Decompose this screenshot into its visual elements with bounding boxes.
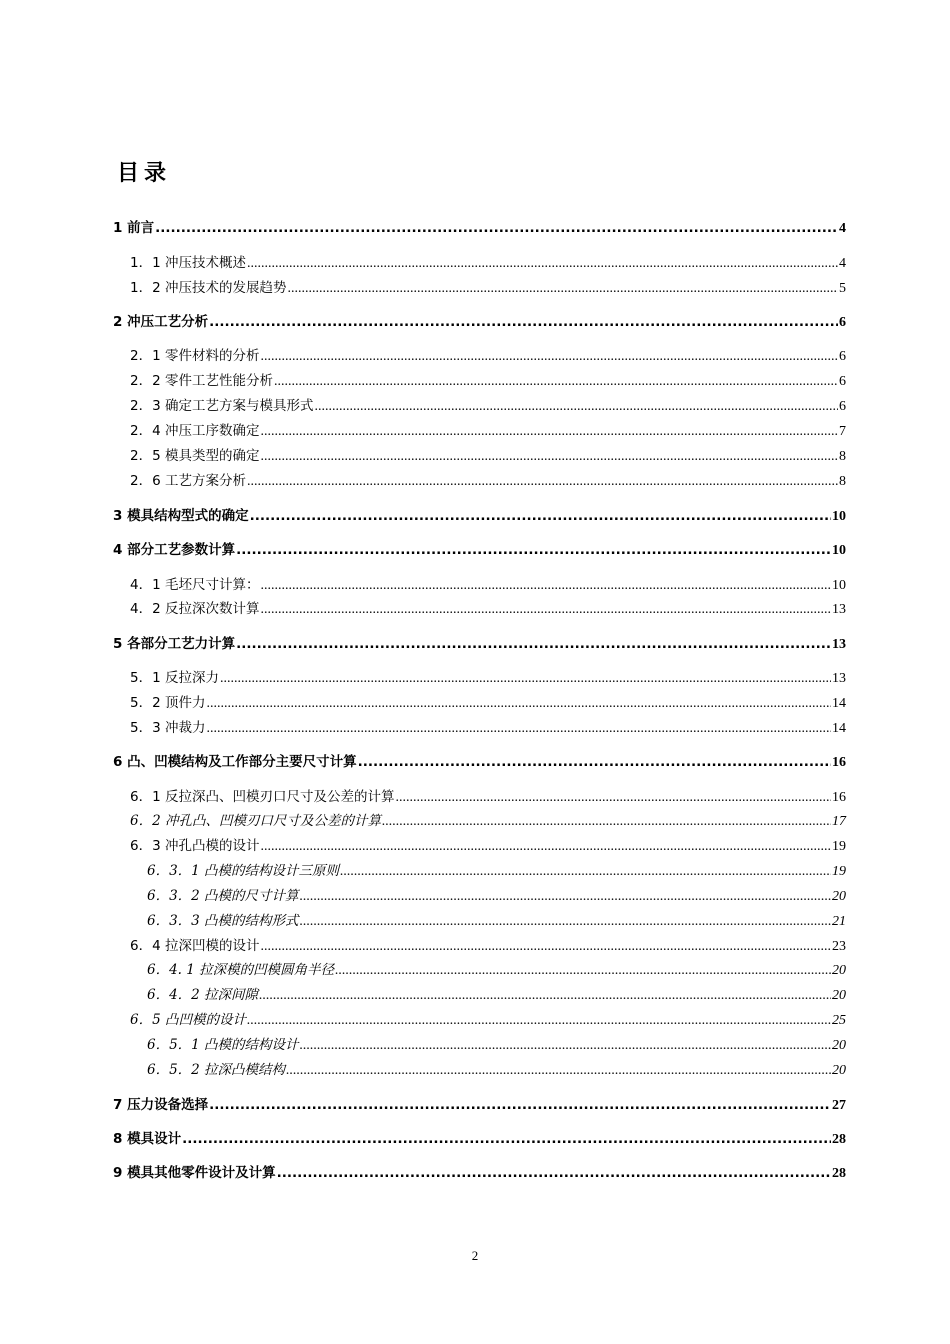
toc-entry-page: 25: [832, 1013, 846, 1028]
toc-entry-label: 6．3．3 凸模的结构形式: [147, 913, 299, 929]
toc-title: 目录: [117, 161, 172, 186]
toc-entry-page: 8: [839, 449, 846, 464]
toc-entry-label: 6．1 反拉深凸、凹模刃口尺寸及公差的计算: [130, 789, 395, 805]
toc-entry-page: 10: [832, 543, 846, 558]
toc-entry[interactable]: [130, 668, 846, 688]
toc-entry-page: 10: [832, 578, 846, 593]
toc-dot-leader: [300, 1036, 831, 1056]
toc-entry-label: 5．2 顶件力: [130, 695, 206, 711]
toc-entry-label: 2．2 零件工艺性能分析: [130, 373, 273, 389]
toc-dot-leader: [182, 1129, 831, 1149]
toc-entry-label: 2 冲压工艺分析: [113, 314, 209, 330]
toc-entry-page: 27: [832, 1098, 846, 1113]
toc-entry-page: 20: [832, 963, 846, 978]
toc-entry-label: 2．6 工艺方案分析: [130, 473, 246, 489]
toc-entry[interactable]: [130, 693, 846, 713]
toc-entry-label: 2．1 零件材料的分析: [130, 348, 260, 364]
toc-entry[interactable]: [130, 396, 846, 416]
toc-dot-leader: [300, 912, 831, 932]
toc-entry-label: 6．2 冲孔凸、凹模刃口尺寸及公差的计算: [130, 813, 381, 829]
toc-entry-page: 7: [839, 424, 846, 439]
toc-entry-label: 8 模具设计: [113, 1131, 182, 1147]
toc-entry-page: 10: [832, 509, 846, 524]
toc-entry-label: 7 压力设备选择: [113, 1097, 209, 1113]
toc-dot-leader: [260, 447, 838, 467]
toc-entry[interactable]: [130, 446, 846, 466]
toc-entry-page: 4: [839, 221, 846, 236]
toc-entry-page: 13: [832, 602, 846, 617]
toc-dot-leader: [206, 719, 831, 739]
toc-entry[interactable]: [113, 1163, 846, 1183]
toc-entry-page: 23: [832, 939, 846, 954]
toc-entry-page: 16: [832, 755, 846, 770]
toc-entry-page: 17: [832, 814, 846, 829]
toc-dot-leader: [236, 540, 831, 560]
toc-dot-leader: [300, 887, 831, 907]
toc-dot-leader: [260, 600, 831, 620]
toc-dot-leader: [247, 1011, 831, 1031]
toc-dot-leader: [260, 576, 831, 596]
toc-entry-page: 20: [832, 1038, 846, 1053]
toc-entry-page: 6: [839, 349, 846, 364]
toc-entry-label: 2．4 冲压工序数确定: [130, 423, 260, 439]
toc-entry[interactable]: [113, 218, 846, 238]
toc-dot-leader: [260, 422, 838, 442]
toc-entry-page: 16: [832, 790, 846, 805]
toc-entry-label: 4 部分工艺参数计算: [113, 542, 236, 558]
toc-dot-leader: [277, 1163, 831, 1183]
toc-entry[interactable]: [113, 312, 846, 332]
toc-dot-leader: [236, 634, 831, 654]
toc-entry[interactable]: [130, 936, 846, 956]
toc-entry[interactable]: [147, 861, 846, 881]
toc-dot-leader: [259, 986, 831, 1006]
toc-entry-page: 14: [832, 721, 846, 736]
toc-dot-leader: [250, 506, 831, 526]
toc-dot-leader: [287, 279, 838, 299]
toc-entry-label: 2．5 模具类型的确定: [130, 448, 260, 464]
toc-entry-page: 4: [839, 256, 846, 271]
toc-entry-label: 6 凸、凹模结构及工作部分主要尺寸计算: [113, 754, 357, 770]
toc-entry-label: 1．1 冲压技术概述: [130, 255, 246, 271]
toc-entry[interactable]: [130, 575, 846, 595]
toc-entry-page: 14: [832, 696, 846, 711]
toc-entry-page: 6: [839, 315, 846, 330]
toc-entry[interactable]: [147, 886, 846, 906]
toc-entry[interactable]: [147, 960, 846, 980]
toc-entry-label: 6．4．2 拉深间隙: [147, 987, 259, 1003]
toc-entry-label: 5．1 反拉深力: [130, 670, 219, 686]
toc-entry-label: 6．3．1 凸模的结构设计三原则: [147, 863, 340, 879]
toc-entry-label: 6．5 凸凹模的设计: [130, 1012, 246, 1028]
toc-entry[interactable]: [130, 718, 846, 738]
toc-entry[interactable]: [113, 1095, 846, 1115]
toc-dot-leader: [274, 372, 838, 392]
toc-entry-label: 1．2 冲压技术的发展趋势: [130, 280, 287, 296]
toc-dot-leader: [358, 752, 831, 772]
toc-entry-page: 21: [832, 914, 846, 929]
toc-entry-page: 13: [832, 671, 846, 686]
toc-entry-page: 13: [832, 637, 846, 652]
toc-entry[interactable]: [147, 1060, 846, 1080]
toc-dot-leader: [335, 961, 831, 981]
toc-entry-label: 4．2 反拉深次数计算: [130, 601, 260, 617]
toc-entry-label: 6．3．2 凸模的尺寸计算: [147, 888, 299, 904]
toc-entry[interactable]: [113, 634, 846, 654]
toc-dot-leader: [155, 218, 838, 238]
toc-entry[interactable]: [130, 346, 846, 366]
toc-entry[interactable]: [147, 985, 846, 1005]
toc-entry-label: 6．5．1 凸模的结构设计: [147, 1037, 299, 1053]
toc-entry[interactable]: [147, 1035, 846, 1055]
toc-entry-page: 6: [839, 374, 846, 389]
toc-entry-page: 6: [839, 399, 846, 414]
toc-dot-leader: [209, 1095, 831, 1115]
toc-dot-leader: [220, 669, 831, 689]
toc-dot-leader: [260, 937, 831, 957]
toc-entry-label: 9 模具其他零件设计及计算: [113, 1165, 276, 1181]
toc-entry[interactable]: [113, 540, 846, 560]
toc-entry-label: 1 前言: [113, 220, 155, 236]
page-number: 2: [471, 1248, 479, 1263]
toc-dot-leader: [314, 397, 838, 417]
toc-dot-leader: [382, 812, 831, 832]
toc-entry-page: 5: [839, 281, 846, 296]
toc-entry-page: 20: [832, 889, 846, 904]
toc-dot-leader: [209, 312, 838, 332]
toc-entry-page: 28: [832, 1166, 846, 1181]
toc-entry-label: 6．5．2 拉深凸模结构: [147, 1062, 286, 1078]
toc-entry[interactable]: [113, 1129, 846, 1149]
toc-dot-leader: [247, 472, 838, 492]
toc-entry[interactable]: [130, 421, 846, 441]
toc-entry[interactable]: [113, 506, 846, 526]
toc-entry-page: 19: [832, 839, 846, 854]
toc-entry[interactable]: [130, 811, 846, 831]
toc-dot-leader: [247, 254, 838, 274]
toc-entry-label: 6．4. 1 拉深模的凹模圆角半径: [147, 962, 335, 978]
toc-entry[interactable]: [130, 278, 846, 298]
toc-dot-leader: [260, 837, 831, 857]
toc-entry[interactable]: [147, 911, 846, 931]
toc-entry-label: 6．4 拉深凹模的设计: [130, 938, 260, 954]
toc-entry[interactable]: [130, 253, 846, 273]
toc-dot-leader: [286, 1061, 831, 1081]
toc-entry[interactable]: [130, 787, 846, 807]
toc-entry-label: 3 模具结构型式的确定: [113, 508, 249, 524]
toc-entry-page: 20: [832, 988, 846, 1003]
toc-entry[interactable]: [130, 1010, 846, 1030]
toc-entry-label: 5 各部分工艺力计算: [113, 636, 236, 652]
toc-entry[interactable]: [130, 471, 846, 491]
toc-entry-page: 19: [832, 864, 846, 879]
toc-dot-leader: [340, 862, 831, 882]
toc-entry-page: 28: [832, 1132, 846, 1147]
toc-entry[interactable]: [130, 599, 846, 619]
toc-entry-label: 2．3 确定工艺方案与模具形式: [130, 398, 314, 414]
toc-dot-leader: [395, 788, 831, 808]
toc-dot-leader: [260, 347, 838, 367]
toc-entry-label: 5．3 冲裁力: [130, 720, 206, 736]
toc-entry-label: 4．1 毛坯尺寸计算：: [130, 577, 260, 593]
toc-entry-label: 6．3 冲孔凸模的设计: [130, 838, 260, 854]
toc-entry[interactable]: [130, 836, 846, 856]
toc-entry-page: 20: [832, 1063, 846, 1078]
toc-entry-page: 8: [839, 474, 846, 489]
toc-dot-leader: [206, 694, 831, 714]
toc-entry[interactable]: [130, 371, 846, 391]
toc-entry[interactable]: [113, 752, 846, 772]
